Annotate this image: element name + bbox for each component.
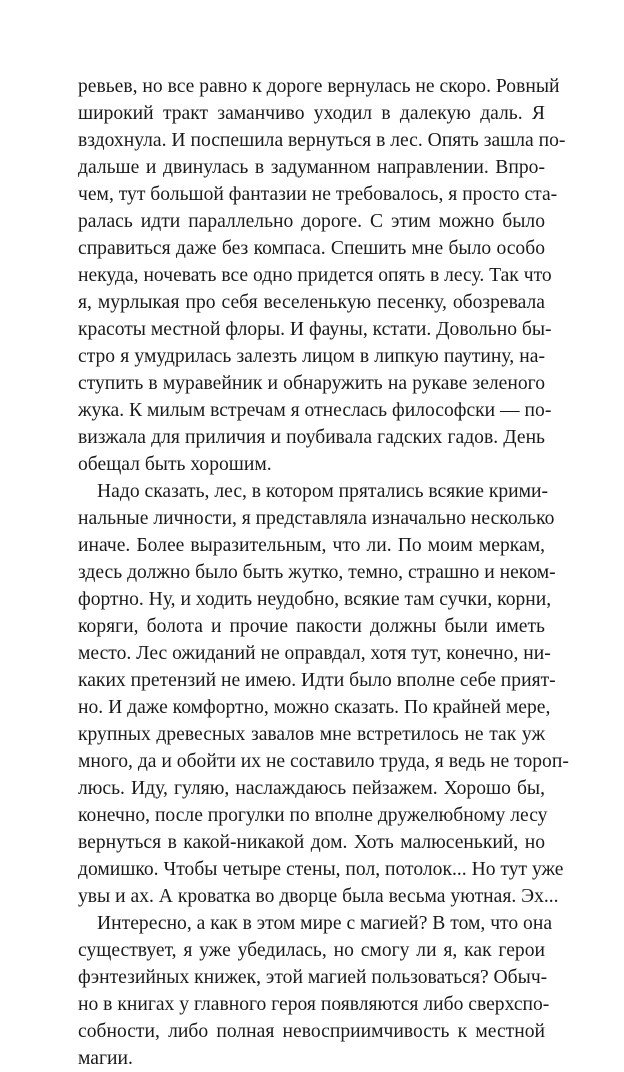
text-line: обещал быть хорошим. [78,454,272,475]
text-line: собности, либо полная невосприимчивость к местной [78,1021,545,1042]
text-line: нальные личности, я представляла изначально несколько [78,508,555,529]
text-line: здесь должно было быть жутко, темно, страшно и неком- [78,562,556,583]
text-line: увы и ах. А кроватка во дворце была весьма уютная. Эх... [78,886,559,907]
text-line: домишко. Чтобы четыре стены, пол, потолок... Но тут уже [78,859,564,880]
text-line: каких претензий не имею. Идти было вполне себе прият- [78,670,556,691]
text-line: вздохнула. И поспешила вернуться в лес. Опять зашла по- [78,130,566,151]
text-line: визжала для приличия и поубивала гадских гадов. День [78,427,545,448]
text-line: иначе. Более выразительным, что ли. По моим меркам, [78,535,545,556]
text-line: ралась идти параллельно дороге. С этим можно было [78,211,545,232]
text-line: ступить в муравейник и обнаружить на рукаве зеленого [78,373,545,394]
text-line: люсь. Иду, гуляю, наслаждаюсь пейзажем. Хорошо бы, [78,778,545,799]
text-line: вернуться в какой-никакой дом. Хоть малюсенький, но [78,832,545,853]
text-line: широкий тракт заманчиво уходил в далекую даль. Я [78,103,545,124]
text-line: Интересно, а как в этом мире с магией? В том, что она [97,913,553,934]
text-line: фортно. Ну, и ходить неудобно, всякие там сучки, корни, [78,589,552,610]
text-line: фэнтезийных книжек, этой магией пользоваться? Обыч- [78,967,548,988]
text-line: коряги, болота и прочие пакости должны были иметь [78,616,545,637]
text-line: существует, я уже убедилась, но смогу ли я, как герои [78,940,545,961]
text-line: дальше и двинулась в задуманном направлении. Впро- [78,157,545,178]
text-line: чем, тут большой фантазии не требовалось, я просто ста- [78,184,558,205]
text-line: некуда, ночевать все одно придется опять в лесу. Так что [78,265,552,286]
text-line: справиться даже без компаса. Спешить мне было особо [78,238,545,259]
text-line: крупных древесных завалов мне встретилось не так уж [78,724,545,745]
text-line: красоты местной флоры. И фауны, кстати. Довольно бы- [78,319,552,340]
text-line: магии. [78,1048,133,1069]
page-text [78,73,569,1072]
text-line: стро я умудрилась залезть лицом в липкую паутину, на- [78,346,545,367]
text-line: место. Лес ожиданий не оправдал, хотя тут, конечно, ни- [78,643,551,664]
text-line: ревьев, но все равно к дороге вернулась не скоро. Ровный [78,76,560,97]
text-line: но в книгах у главного героя появляются либо сверхспо- [78,994,550,1015]
text-line: много, да и обойти их не составило труда, я ведь не тороп- [78,751,569,772]
text-line: Надо сказать, лес, в котором прятались всякие крими- [97,481,549,502]
text-line: но. И даже комфортно, можно сказать. По крайней мере, [78,697,551,718]
text-line: жука. К милым встречам я отнеслась философски — по- [78,400,552,421]
text-line: я, мурлыкая про себя веселенькую песенку, обозревала [78,292,545,313]
text-line: конечно, после прогулки по вполне дружелюбному лесу [78,805,548,826]
